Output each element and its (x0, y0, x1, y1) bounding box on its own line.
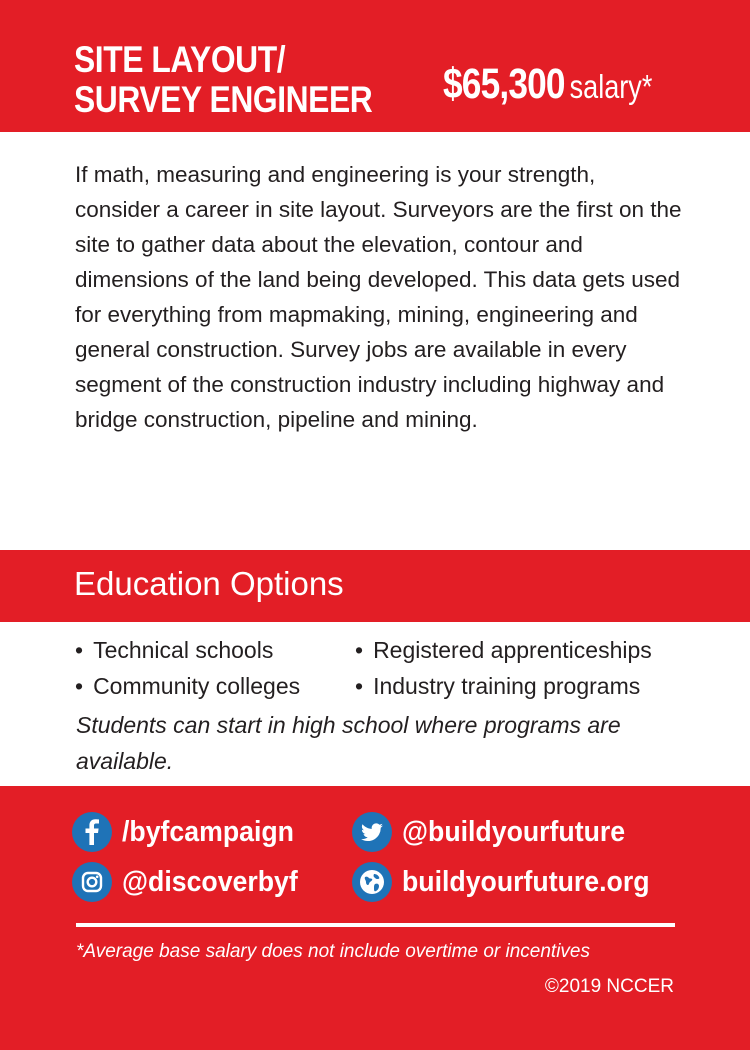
education-options-left (75, 632, 300, 704)
copyright: ©2019 NCCER (544, 976, 674, 997)
twitter-handle: @buildyourfuture (402, 815, 626, 848)
salary-disclaimer: *Average base salary does not include overtime or incentives (76, 941, 590, 962)
twitter-link[interactable] (352, 812, 645, 852)
instagram-link[interactable] (72, 862, 313, 902)
salary-amount: $65,300 (443, 60, 565, 108)
salary-label: salary* (569, 68, 653, 105)
website-handle: buildyourfuture.org (402, 865, 650, 898)
education-option: • Industry training programs (355, 668, 652, 704)
footer-divider (76, 923, 675, 927)
education-option: • Technical schools (75, 632, 300, 668)
education-title: Education Options (74, 565, 344, 602)
education-option: • Community colleges (75, 668, 300, 704)
education-note: Students can start in high school where programs are available. (76, 712, 621, 774)
instagram-handle: @discoverbyf (122, 865, 298, 898)
facebook-link[interactable] (72, 812, 309, 852)
title-line-1: SITE LAYOUT/ (74, 39, 286, 80)
website-link[interactable] (352, 862, 671, 902)
career-description: If math, measuring and engineering is your strength, consider a career in site layout. Surveyors are the first on the site to gather data about the elevation, contour and dimensions of the land being developed. This data gets used for everything from mapmaking, mining, engineering and general construction. Survey jobs are available in every segment of the construction industry including highway and bridge construction, pipeline and mining. (75, 162, 682, 432)
salary (443, 60, 652, 109)
career-title (74, 40, 421, 120)
facebook-icon (72, 812, 112, 852)
twitter-icon (352, 812, 392, 852)
education-options-right (355, 632, 652, 704)
education-option: • Registered apprenticeships (355, 632, 652, 668)
facebook-handle: /byfcampaign (122, 815, 294, 848)
title-line-2: SURVEY ENGINEER (74, 79, 373, 120)
instagram-icon (72, 862, 112, 902)
globe-icon (352, 862, 392, 902)
